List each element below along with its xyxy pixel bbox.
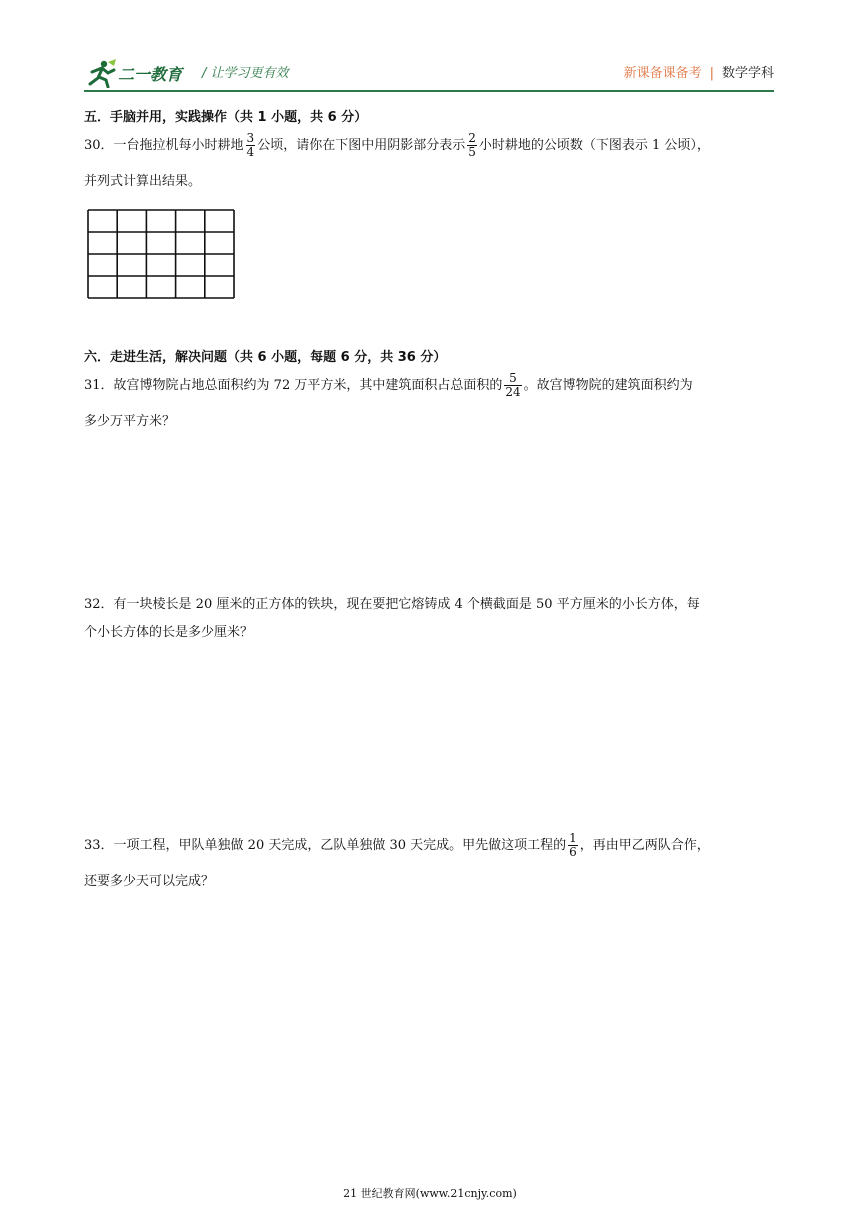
header-separator: | xyxy=(709,66,714,81)
q30-text-a: 30．一台拖拉机每小时耕地 xyxy=(84,138,244,153)
question-32-line2: 个小长方体的长是多少厘米？ xyxy=(84,625,254,640)
question-31 xyxy=(84,372,784,433)
question-33-line2: 还要多少天可以完成？ xyxy=(84,874,215,889)
question-33-line1 xyxy=(84,832,784,859)
section-6-title: 六．走进生活，解决问题（共 6 小题，每题 6 分，共 36 分） xyxy=(84,350,447,365)
q33-text-a: 33．一项工程，甲队单独做 20 天完成，乙队单独做 30 天完成。甲先做这项工程的 xyxy=(84,838,567,853)
q30-fraction-1 xyxy=(246,132,256,159)
header-course-label: 新课备课备考 xyxy=(623,66,702,81)
q30-f1-den: 4 xyxy=(246,145,255,159)
q33-text-b: ，再由甲乙两队合作， xyxy=(579,838,710,853)
q31-f-num: 5 xyxy=(509,371,517,385)
question-31-line1 xyxy=(84,372,784,399)
q33-f-num: 1 xyxy=(569,831,577,845)
question-30 xyxy=(84,132,784,193)
page-footer: 21 世纪教育网(www.21cnjy.com) xyxy=(343,1187,517,1200)
question-32-line1: 32．有一块棱长是 20 厘米的正方体的铁块，现在要把它熔铸成 4 个横截面是 50 平方厘米的小长方体，每 xyxy=(84,597,700,612)
q31-f-den: 24 xyxy=(505,385,521,399)
q31-text-b: 。故宫博物院的建筑面积约为 xyxy=(523,378,693,393)
header-right xyxy=(624,62,774,81)
q33-fraction xyxy=(568,832,578,859)
q30-f1-num: 3 xyxy=(246,131,255,145)
question-32 xyxy=(84,594,784,644)
question-30-line2: 并列式计算出结果。 xyxy=(84,174,202,189)
q31-fraction xyxy=(504,372,521,399)
logo-text: 二一教育 xyxy=(118,65,183,84)
question-31-line2: 多少万平方米？ xyxy=(84,414,176,429)
page-header xyxy=(84,56,774,90)
q30-text-b: 公顷，请你在下图中用阴影部分表示 xyxy=(257,138,466,153)
logo xyxy=(84,58,194,88)
slogan: / 让学习更有效 xyxy=(202,66,289,81)
question-30-line1 xyxy=(84,132,784,159)
q30-f2-num: 2 xyxy=(468,131,476,145)
header-divider xyxy=(84,90,774,92)
q33-f-den: 6 xyxy=(569,845,577,859)
q31-text-a: 31．故宫博物院占地总面积约为 72 万平方米，其中建筑面积占总面积的 xyxy=(84,378,503,393)
question-33 xyxy=(84,832,784,893)
runner-logo-icon xyxy=(84,58,118,88)
q30-text-c: 小时耕地的公顷数（下图表示 1 公顷）， xyxy=(478,138,710,153)
header-subject-label: 数学学科 xyxy=(721,66,774,81)
q30-fraction-2 xyxy=(467,132,477,159)
q30-f2-den: 5 xyxy=(468,145,476,159)
hectare-grid[interactable] xyxy=(87,209,235,299)
section-5-title: 五．手脑并用，实践操作（共 1 小题，共 6 分） xyxy=(84,110,368,125)
